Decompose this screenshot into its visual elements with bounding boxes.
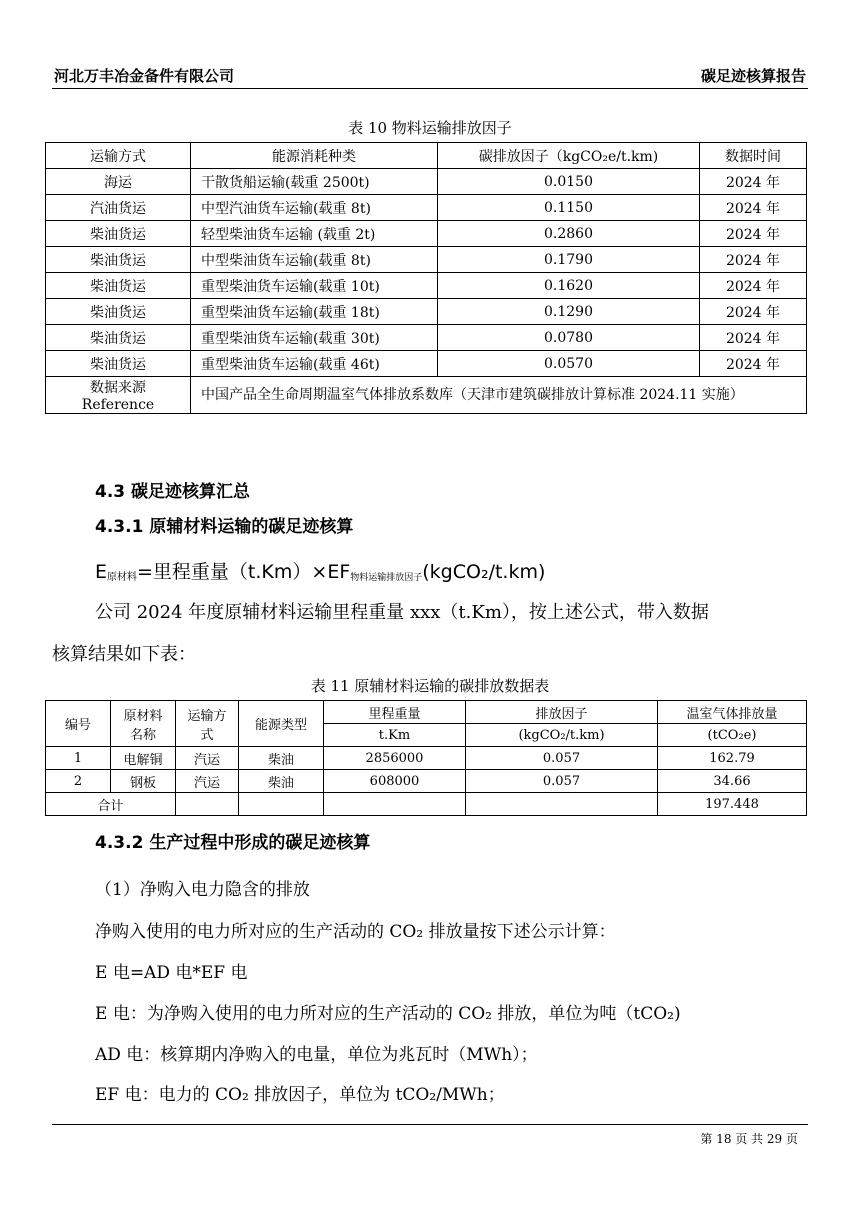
t10-cell: 柴油货运 xyxy=(46,351,191,377)
t10-cell: 重型柴油货车运输(载重 10t) xyxy=(191,273,438,299)
t10-cell: 2024 年 xyxy=(700,325,807,351)
t10-cell: 柴油货运 xyxy=(46,299,191,325)
t10-cell: 柴油货运 xyxy=(46,221,191,247)
section-4-3-2-heading: 4.3.2 生产过程中形成的碳足迹核算 xyxy=(95,833,371,853)
table-row xyxy=(46,273,807,299)
t11-cell: 钢板 xyxy=(111,770,176,793)
table-row xyxy=(46,247,807,273)
paragraph-1a: 公司 2024 年度原辅材料运输里程重量 xxx（t.Km），按上述公式，带入数据 xyxy=(95,602,709,623)
page-header xyxy=(52,62,808,89)
t10-cell: 2024 年 xyxy=(700,351,807,377)
section-4-3-1-heading: 4.3.1 原辅材料运输的碳足迹核算 xyxy=(95,517,354,537)
formula-unit: (kgCO₂/t.km) xyxy=(422,561,546,583)
t11-cell: 汽运 xyxy=(176,770,239,793)
t10-cell: 0.0150 xyxy=(438,169,700,195)
page-number: 第 18 页 共 29 页 xyxy=(700,1132,798,1146)
empty-cell xyxy=(324,793,466,816)
definition-ad: AD 电：核算期内净购入的电量，单位为兆瓦时（MWh）； xyxy=(95,1045,538,1065)
t11-cell: 电解铜 xyxy=(111,747,176,770)
table-row xyxy=(46,169,807,195)
t10-cell: 中型汽油货车运输(载重 8t) xyxy=(191,195,438,221)
t11-cell: 1 xyxy=(46,747,111,770)
table-row xyxy=(46,351,807,377)
t10-cell: 柴油货运 xyxy=(46,247,191,273)
transport-emission-table xyxy=(45,700,807,816)
t10-cell: 重型柴油货车运输(载重 46t) xyxy=(191,351,438,377)
definition-e: E 电：为净购入使用的电力所对应的生产活动的 CO₂ 排放，单位为吨（tCO₂) xyxy=(95,1004,681,1024)
table-row xyxy=(46,299,807,325)
item-1: （1）净购入电力隐含的排放 xyxy=(95,880,310,900)
report-title: 碳足迹核算报告 xyxy=(700,67,806,85)
t10-cell: 干散货船运输(载重 2500t) xyxy=(191,169,438,195)
t10-cell: 柴油货运 xyxy=(46,273,191,299)
source-label: 数据来源 Reference xyxy=(46,377,191,414)
t10-cell: 汽油货运 xyxy=(46,195,191,221)
col-mode: 运输方 式 xyxy=(176,701,239,747)
t10-cell: 2024 年 xyxy=(700,195,807,221)
table-row xyxy=(46,221,807,247)
t11-cell: 0.057 xyxy=(466,747,658,770)
col-factor-unit: (kgCO₂/t.km) xyxy=(466,724,658,747)
t11-cell: 2 xyxy=(46,770,111,793)
col-ghg-unit: (tCO₂e) xyxy=(658,724,807,747)
total-value: 197.448 xyxy=(658,793,807,816)
table-row xyxy=(46,747,807,770)
col-energy: 能源类型 xyxy=(239,701,324,747)
t11-cell: 608000 xyxy=(324,770,466,793)
table11-caption: 表 11 原辅材料运输的碳排放数据表 xyxy=(310,677,550,695)
empty-cell xyxy=(176,793,239,816)
table-row-total xyxy=(46,793,807,816)
formula-mid: =里程重量（t.Km）×EF xyxy=(137,561,351,583)
t10-cell: 重型柴油货车运输(载重 18t) xyxy=(191,299,438,325)
t10-cell: 2024 年 xyxy=(700,273,807,299)
t10-cell: 0.2860 xyxy=(438,221,700,247)
t11-cell: 162.79 xyxy=(658,747,807,770)
formula-e: E xyxy=(95,561,108,583)
formula-ef-sub: 物料运输排放因子 xyxy=(350,573,423,583)
col-distance-unit: t.Km xyxy=(324,724,466,747)
t10-cell: 0.1150 xyxy=(438,195,700,221)
company-name: 河北万丰冶金备件有限公司 xyxy=(54,67,235,85)
t10-cell: 重型柴油货车运输(载重 30t) xyxy=(191,325,438,351)
t10-cell: 2024 年 xyxy=(700,169,807,195)
t10-cell: 2024 年 xyxy=(700,299,807,325)
table10-caption: 表 10 物料运输排放因子 xyxy=(348,119,512,137)
table-row-source xyxy=(46,377,807,414)
t10-cell: 0.0780 xyxy=(438,325,700,351)
t11-cell: 34.66 xyxy=(658,770,807,793)
formula-transport xyxy=(95,557,545,584)
t10-cell: 中型柴油货车运输(载重 8t) xyxy=(191,247,438,273)
table-row xyxy=(46,325,807,351)
col-ghg: 温室气体排放量 xyxy=(658,701,807,724)
t10-header-cell: 数据时间 xyxy=(700,143,807,169)
formula-electricity: E 电=AD 电*EF 电 xyxy=(95,963,248,983)
t10-cell: 柴油货运 xyxy=(46,325,191,351)
col-material: 原材料 名称 xyxy=(111,701,176,747)
emission-factor-table xyxy=(45,142,807,414)
t10-cell: 轻型柴油货车运输 (载重 2t) xyxy=(191,221,438,247)
t10-cell: 0.1790 xyxy=(438,247,700,273)
col-factor: 排放因子 xyxy=(466,701,658,724)
t10-cell: 0.1620 xyxy=(438,273,700,299)
total-label: 合计 xyxy=(46,793,176,816)
formula-e-sub: 原材料 xyxy=(107,572,138,583)
empty-cell xyxy=(239,793,324,816)
section-4-3-heading: 4.3 碳足迹核算汇总 xyxy=(95,482,251,502)
footer-rule xyxy=(52,1124,808,1125)
source-text: 中国产品全生命周期温室气体排放系数库（天津市建筑碳排放计算标准 2024.11 实施） xyxy=(191,377,807,414)
t11-cell: 汽运 xyxy=(176,747,239,770)
t10-header-cell: 能源消耗种类 xyxy=(191,143,438,169)
table-row xyxy=(46,195,807,221)
table-row xyxy=(46,770,807,793)
col-distance: 里程重量 xyxy=(324,701,466,724)
paragraph-2: 净购入使用的电力所对应的生产活动的 CO₂ 排放量按下述公示计算： xyxy=(95,922,616,942)
t10-cell: 2024 年 xyxy=(700,247,807,273)
definition-ef: EF 电：电力的 CO₂ 排放因子，单位为 tCO₂/MWh； xyxy=(95,1085,505,1105)
col-no: 编号 xyxy=(46,701,111,747)
t11-cell: 柴油 xyxy=(239,770,324,793)
t10-header-cell: 碳排放因子（kgCO₂e/t.km) xyxy=(438,143,700,169)
t10-header-cell: 运输方式 xyxy=(46,143,191,169)
t10-cell: 0.0570 xyxy=(438,351,700,377)
t10-cell: 2024 年 xyxy=(700,221,807,247)
t10-cell: 海运 xyxy=(46,169,191,195)
t11-cell: 0.057 xyxy=(466,770,658,793)
empty-cell xyxy=(466,793,658,816)
t11-cell: 2856000 xyxy=(324,747,466,770)
t10-cell: 0.1290 xyxy=(438,299,700,325)
paragraph-1b: 核算结果如下表： xyxy=(52,644,196,665)
t11-cell: 柴油 xyxy=(239,747,324,770)
